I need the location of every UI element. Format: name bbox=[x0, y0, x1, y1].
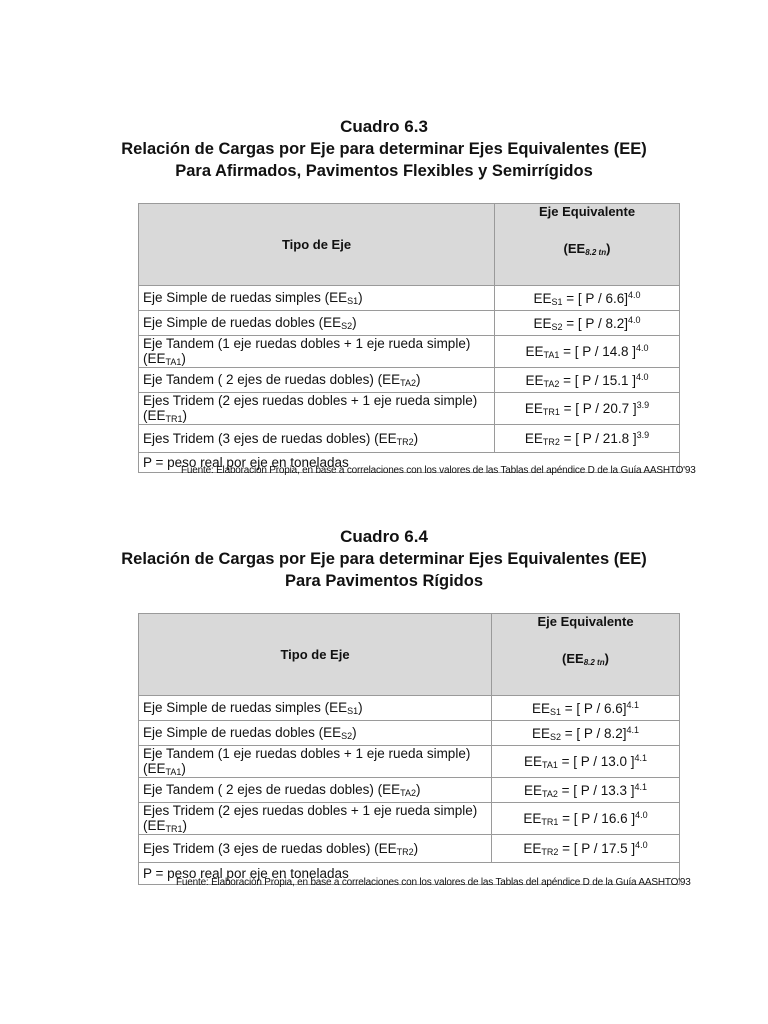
row-formula: $EE_{TA1}$ = [ P / 13.0 ]$^{4.1}$ bbox=[492, 746, 680, 778]
table-subtitle: Para Afirmados, Pavimentos Flexibles y Semirrígidos bbox=[175, 162, 593, 180]
table-row bbox=[139, 778, 680, 803]
row-formula: $EE_{TA1}$ = [ P / 14.8 ]$^{4.0}$ bbox=[495, 336, 680, 368]
header-eje-equivalente-label: Eje Equivalente bbox=[538, 204, 636, 219]
header-tipo-de-eje: Tipo de Eje bbox=[139, 614, 492, 696]
row-tipo: Eje Simple de ruedas dobles $(EE_{S2})$ bbox=[139, 311, 495, 336]
row-formula: $EE_{TA2}$ = [ P / 15.1 ]$^{4.0}$ bbox=[495, 368, 680, 393]
table-row bbox=[139, 368, 680, 393]
table-header-row bbox=[139, 204, 680, 286]
cuadro-6-4-heading bbox=[0, 526, 768, 592]
row-formula: $EE_{TR1}$ = [ P / 16.6 ]$^{4.0}$ bbox=[492, 803, 680, 835]
row-tipo: Eje Tandem (1 eje ruedas dobles + 1 eje rueda simple) $(EE_{TA1})$ bbox=[139, 746, 492, 778]
header-eje-equivalente bbox=[495, 204, 680, 286]
table-row bbox=[139, 746, 680, 778]
row-formula: $EE_{S1}$ = [ P / 6.6]$^{4.1}$ bbox=[492, 696, 680, 721]
table-subtitle: Para Pavimentos Rígidos bbox=[284, 572, 484, 590]
table-row bbox=[139, 803, 680, 835]
table-note: P = peso real por eje en toneladas bbox=[139, 863, 680, 885]
row-tipo: Ejes Tridem (2 ejes ruedas dobles + 1 eje rueda simple) $(EE_{TR1})$ bbox=[139, 803, 492, 835]
table-number: Cuadro 6.3 bbox=[340, 117, 428, 136]
row-formula: $EE_{TA2}$ = [ P / 13.3 ]$^{4.1}$ bbox=[492, 778, 680, 803]
table-note: P = peso real por eje en toneladas bbox=[139, 453, 680, 473]
row-tipo: Eje Simple de ruedas simples $(EE_{S1})$ bbox=[139, 696, 492, 721]
table-row bbox=[139, 286, 680, 311]
table-row bbox=[139, 425, 680, 453]
row-formula: $EE_{S1}$ = [ P / 6.6]$^{4.0}$ bbox=[495, 286, 680, 311]
header-tipo-de-eje: Tipo de Eje bbox=[139, 204, 495, 286]
row-tipo: Eje Tandem (1 eje ruedas dobles + 1 eje rueda simple) $(EE_{TA1})$ bbox=[139, 336, 495, 368]
row-tipo: Eje Tandem ( 2 ejes de ruedas dobles) $(EE_{TA2})$ bbox=[139, 778, 492, 803]
table-row bbox=[139, 696, 680, 721]
table-cuadro-6-3 bbox=[138, 203, 680, 473]
table-row bbox=[139, 393, 680, 425]
row-formula: $EE_{TR2}$ = [ P / 17.5 ]$^{4.0}$ bbox=[492, 835, 680, 863]
table-row bbox=[139, 311, 680, 336]
table-row bbox=[139, 336, 680, 368]
row-formula: $EE_{S2}$ = [ P / 8.2]$^{4.1}$ bbox=[492, 721, 680, 746]
cuadro-6-3-heading bbox=[0, 116, 768, 182]
table-row bbox=[139, 835, 680, 863]
table-row bbox=[139, 721, 680, 746]
header-eje-equivalente bbox=[492, 614, 680, 696]
source-note: Fuente: Elaboración Propia, en base a correlaciones con los valores de las Tablas del apéndice D de la Guía AASHTO'93 bbox=[176, 877, 691, 888]
row-tipo: Ejes Tridem (3 ejes de ruedas dobles) $(EE_{TR2})$ bbox=[139, 425, 495, 453]
table-header-row bbox=[139, 614, 680, 696]
row-tipo: Ejes Tridem (2 ejes ruedas dobles + 1 eje rueda simple) $(EE_{TR1})$ bbox=[139, 393, 495, 425]
table-title: Relación de Cargas por Eje para determinar Ejes Equivalentes (EE) bbox=[121, 140, 647, 158]
table-title: Relación de Cargas por Eje para determinar Ejes Equivalentes (EE) bbox=[121, 550, 647, 568]
row-formula: $EE_{TR2}$ = [ P / 21.8 ]$^{3.9}$ bbox=[495, 425, 680, 453]
row-tipo: Eje Tandem ( 2 ejes de ruedas dobles) $(EE_{TA2})$ bbox=[139, 368, 495, 393]
header-ee-unit: (EE8.2 tn) bbox=[563, 241, 611, 257]
row-formula: $EE_{S2}$ = [ P / 8.2]$^{4.0}$ bbox=[495, 311, 680, 336]
header-eje-equivalente-label: Eje Equivalente bbox=[537, 614, 634, 629]
row-tipo: Ejes Tridem (3 ejes de ruedas dobles) $(EE_{TR2})$ bbox=[139, 835, 492, 863]
table-number: Cuadro 6.4 bbox=[340, 527, 428, 546]
row-tipo: Eje Simple de ruedas dobles $(EE_{S2})$ bbox=[139, 721, 492, 746]
header-ee-unit: (EE8.2 tn) bbox=[562, 651, 609, 667]
source-note: Fuente: Elaboración Propia, en base a correlaciones con los valores de las Tablas del apéndice D de la Guía AASHTO'93 bbox=[181, 465, 696, 476]
table-cuadro-6-4 bbox=[138, 613, 680, 885]
row-tipo: Eje Simple de ruedas simples $(EE_{S1})$ bbox=[139, 286, 495, 311]
row-formula: $EE_{TR1}$ = [ P / 20.7 ]$^{3.9}$ bbox=[495, 393, 680, 425]
